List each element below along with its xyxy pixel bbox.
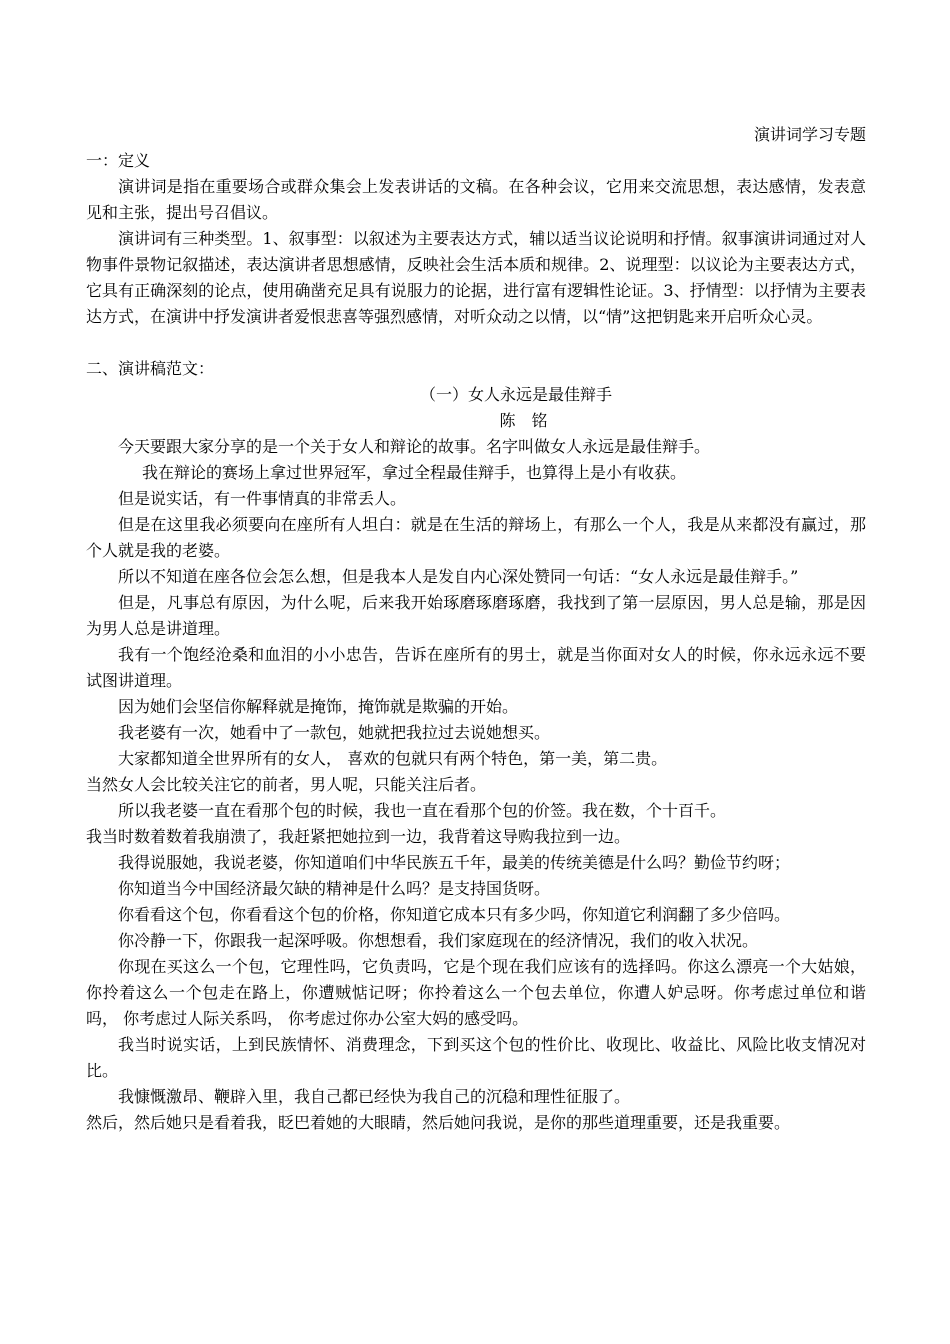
speech-paragraph: 我有一个饱经沧桑和血泪的小小忠告，告诉在座所有的男士，就是当你面对女人的时候，你永远永远不要试图讲道理。 (86, 645, 866, 690)
speech-paragraph: 你冷静一下，你跟我一起深呼吸。你想想看，我们家庭现在的经济情况，我们的收入状况。 (118, 931, 759, 950)
speech-paragraph: 大家都知道全世界所有的女人， 喜欢的包就只有两个特色，第一美，第二贵。 (118, 749, 668, 768)
speech-paragraph: 当然女人会比较关注它的前者，男人呢，只能关注后者。 (86, 775, 487, 794)
speech-paragraph: 我慷慨激昂、鞭辟入里，我自己都已经快为我自己的沉稳和理性征服了。 (118, 1087, 631, 1106)
section-1-heading: 一：定义 (86, 151, 151, 170)
speech-paragraph: 但是，凡事总有原因，为什么呢，后来我开始琢磨琢磨琢磨，我找到了第一层原因，男人总是输，那是因为男人总是讲道理。 (86, 593, 866, 638)
spacer (86, 330, 866, 356)
speech-paragraph: 我得说服她，我说老婆，你知道咱们中华民族五千年，最美的传统美德是什么吗？勤俭节约呀； (118, 853, 791, 872)
speech-paragraph: 今天要跟大家分享的是一个关于女人和辩论的故事。名字叫做女人永远是最佳辩手。 (118, 437, 711, 456)
speech-author: 陈 铭 (499, 411, 548, 430)
types-paragraph: 演讲词有三种类型。1、叙事型：以叙述为主要表达方式，辅以适当议论说明和抒情。叙事演讲词通过对人物事件景物记叙描述，表达演讲者思想感情，反映社会生活本质和规律。2、说理型：以议论为主要表达方式，它具有正确深刻的论点，使用确凿充足具有说服力的论据，进行富有逻辑性论证。3、抒情型：以抒情为主要表达方式，在演讲中抒发演讲者爱恨悲喜等强烈感情，对听众动之以情，以“情”这把钥匙来开启听众心灵。 (86, 229, 866, 326)
speech-paragraph: 因为她们会坚信你解释就是掩饰，掩饰就是欺骗的开始。 (118, 697, 519, 716)
document-page (86, 122, 866, 1136)
speech-paragraph: 然后，然后她只是看着我，眨巴着她的大眼睛，然后她问我说，是你的那些道理重要，还是我重要。 (86, 1113, 791, 1132)
speech-paragraph: 我老婆有一次，她看中了一款包，她就把我拉过去说她想买。 (118, 723, 551, 742)
speech-paragraph: 所以不知道在座各位会怎么想，但是我本人是发自内心深处赞同一句话：“女人永远是最佳辩手。” (118, 567, 799, 586)
document-header: 演讲词学习专题 (753, 125, 866, 144)
speech-paragraph: 你现在买这么一个包，它理性吗，它负责吗，它是个现在我们应该有的选择吗。你这么漂亮一个大姑娘，你拎着这么一个包走在路上，你遭贼惦记呀；你拎着这么一个包去单位，你遭人妒忌呀。你考虑过单位和谐吗， 你考虑过人际关系吗， 你考虑过你办公室大妈的感受吗。 (86, 957, 866, 1028)
section-2-heading: 二、演讲稿范文： (86, 359, 215, 378)
speech-paragraph: 但是说实话，有一件事情真的非常丢人。 (118, 489, 407, 508)
speech-paragraph: 你知道当今中国经济最欠缺的精神是什么吗？是支持国货呀。 (118, 879, 551, 898)
speech-paragraph: 我当时数着数着我崩溃了，我赶紧把她拉到一边，我背着这导购我拉到一边。 (86, 827, 631, 846)
speech-paragraph: 我当时说实话，上到民族情怀、消费理念，下到买这个包的性价比、收现比、收益比、风险比收支情况对比。 (86, 1035, 866, 1080)
speech-paragraph: 所以我老婆一直在看那个包的时候，我也一直在看那个包的价签。我在数，个十百千。 (118, 801, 727, 820)
definition-paragraph: 演讲词是指在重要场合或群众集会上发表讲话的文稿。在各种会议，它用来交流思想，表达感情，发表意见和主张，提出号召倡议。 (86, 177, 866, 222)
speech-paragraph: 你看看这个包，你看看这个包的价格，你知道它成本只有多少吗，你知道它利润翻了多少倍吗。 (118, 905, 791, 924)
speech-title: （一）女人永远是最佳辩手 (419, 385, 612, 404)
speech-paragraph: 但是在这里我必须要向在座所有人坦白：就是在生活的辩场上，有那么一个人，我是从来都没有赢过，那个人就是我的老婆。 (86, 515, 866, 560)
speech-paragraph: 我在辩论的赛场上拿过世界冠军，拿过全程最佳辩手，也算得上是小有收获。 (142, 463, 687, 482)
